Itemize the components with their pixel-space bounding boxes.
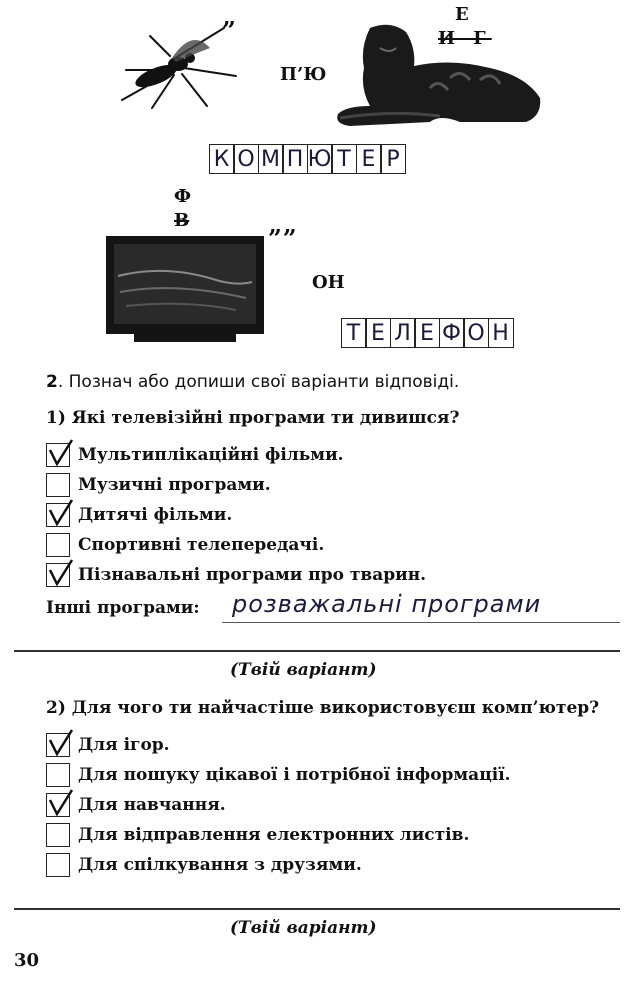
- tv-picture: [106, 236, 266, 344]
- q2-option[interactable]: [46, 763, 511, 787]
- answer-underline: [222, 622, 620, 623]
- checkbox[interactable]: [46, 443, 70, 467]
- answer-cell: Р: [380, 144, 406, 174]
- q2-option[interactable]: [46, 853, 362, 877]
- answer-cell: П: [282, 144, 308, 174]
- option-label: Для відправлення електронних листів.: [78, 825, 470, 845]
- q1-option[interactable]: [46, 473, 271, 497]
- letters-right-2: ОН: [312, 272, 345, 293]
- answer-cell: Н: [488, 318, 514, 348]
- answer-line[interactable]: [14, 650, 620, 652]
- question-2: 2) Для чого ти найчастіше використовуєш комп’ютер?: [46, 698, 600, 718]
- answer-word-2: [342, 318, 514, 348]
- answer-cell: Е: [356, 144, 382, 174]
- answer-cell: Т: [331, 144, 357, 174]
- variant-caption: (Твій варіант): [230, 660, 377, 680]
- letter-struck-2: В: [174, 210, 190, 231]
- option-label: Для ігор.: [78, 735, 170, 755]
- checkbox[interactable]: [46, 563, 70, 587]
- q2-option[interactable]: [46, 733, 170, 757]
- letter-top-right-1: Е: [455, 4, 469, 25]
- answer-cell: М: [258, 144, 284, 174]
- checkbox[interactable]: [46, 763, 70, 787]
- answer-cell: Е: [414, 318, 440, 348]
- checkbox[interactable]: [46, 473, 70, 497]
- q1-option[interactable]: [46, 563, 426, 587]
- letters-right-1: И Г: [438, 28, 492, 49]
- q1-option[interactable]: [46, 533, 324, 557]
- option-label: Для навчання.: [78, 795, 226, 815]
- checkbox[interactable]: [46, 823, 70, 847]
- other-programs-answer[interactable]: розважальні програми: [232, 590, 542, 618]
- answer-cell: Ф: [439, 318, 465, 348]
- answer-cell: О: [463, 318, 489, 348]
- answer-cell: Т: [341, 318, 367, 348]
- answer-word-1: [210, 144, 406, 174]
- option-label: Для пошуку цікавої і потрібної інформації.: [78, 765, 511, 785]
- quote-marks-1: ”: [222, 16, 237, 45]
- option-label: Музичні програми.: [78, 475, 271, 495]
- letters-middle-1: П’Ю: [280, 64, 327, 85]
- task-instruction: . Познач або допиши свої варіанти відповіді.: [57, 372, 460, 392]
- other-programs-label: Інші програми:: [46, 598, 200, 618]
- option-label: Мультиплікаційні фільми.: [78, 445, 344, 465]
- tiger-picture: [330, 18, 542, 130]
- q2-option[interactable]: [46, 823, 469, 847]
- checkbox[interactable]: [46, 793, 70, 817]
- checkbox[interactable]: [46, 503, 70, 527]
- option-label: Спортивні телепередачі.: [78, 535, 325, 555]
- checkbox[interactable]: [46, 853, 70, 877]
- q2-option[interactable]: [46, 793, 226, 817]
- q1-option[interactable]: [46, 503, 232, 527]
- answer-cell: Е: [365, 318, 391, 348]
- task-number: 2: [46, 372, 58, 392]
- letter-top-2: Ф: [174, 186, 192, 207]
- option-label: Для спілкування з друзями.: [78, 855, 362, 875]
- quote-marks-2: ””: [268, 224, 298, 253]
- answer-cell: Л: [390, 318, 416, 348]
- answer-cell: О: [233, 144, 259, 174]
- checkbox[interactable]: [46, 733, 70, 757]
- q1-option[interactable]: [46, 443, 344, 467]
- page-number: 30: [14, 950, 40, 971]
- variant-caption: (Твій варіант): [230, 918, 377, 938]
- answer-cell: К: [209, 144, 235, 174]
- question-1: 1) Які телевізійні програми ти дивишся?: [46, 408, 460, 428]
- option-label: Дитячі фільми.: [78, 505, 233, 525]
- option-label: Пізнавальні програми про тварин.: [78, 565, 427, 585]
- answer-cell: Ю: [307, 144, 333, 174]
- answer-line[interactable]: [14, 908, 620, 910]
- task-heading: [46, 372, 459, 392]
- checkbox[interactable]: [46, 533, 70, 557]
